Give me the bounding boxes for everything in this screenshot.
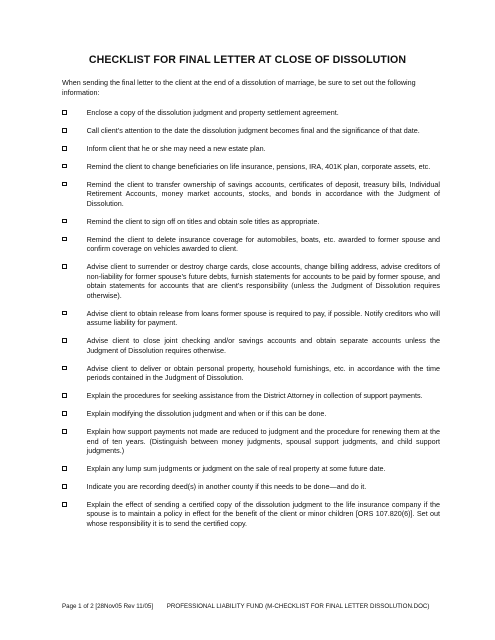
document-title: CHECKLIST FOR FINAL LETTER AT CLOSE OF DISSOLUTION [88,54,407,66]
checklist-item [62,162,440,172]
checklist-item [62,464,440,474]
checklist-item-text: Remind the client to delete insurance coverage for automobiles, boats, etc. awarded to former spouse and confirm coverage on vehicles awarded to client. [86,234,440,254]
checklist-item [62,336,440,355]
checklist-item-text: Advise client to surrender or destroy charge cards, close accounts, change billing address, advise creditors of non-liability for former spouse’s future debts, furnish statements for accounts to be paid by former spouse, and obtain statements for accounts that are client’s responsibility (unless the Judgment of Dissolution requires otherwise). [86,262,440,300]
page-footer [62,603,429,610]
checklist-item [62,108,440,118]
checkbox-icon [62,502,67,507]
checkbox-icon [62,219,67,224]
checklist-item [62,500,440,529]
footer-document-id: PROFESSIONAL LIABILITY FUND (M-CHECKLIST FOR FINAL LETTER DISSOLUTION.DOC) [166,603,430,610]
checkbox-icon [62,484,67,489]
checklist-item-text: Remind the client to sign off on titles and obtain sole titles as appropriate. [86,216,320,226]
checklist-item-text: Indicate you are recording deed(s) in another county if this needs to be done—and do it. [86,481,367,491]
checklist [62,108,440,537]
checkbox-icon [62,429,67,434]
checklist-item [62,180,440,209]
checklist-item [62,427,440,456]
checklist-item-text: Remind the client to change beneficiaries on life insurance, pensions, IRA, 401K plan, corporate assets, etc. [86,161,431,171]
checkbox-icon [62,366,67,371]
checklist-item [62,364,440,383]
footer-page-info: Page 1 of 2 [28Nov05 Rev 11/05] [62,603,154,610]
checklist-item-text: Explain the procedures for seeking assistance from the District Attorney in collection of support payments. [86,391,423,401]
checklist-item [62,235,440,254]
checkbox-icon [62,182,67,187]
checkbox-icon [62,164,67,169]
checklist-item-text: Advise client to deliver or obtain personal property, household furnishings, etc. in accordance with the time periods contained in the Judgment of Dissolution. [86,363,440,383]
checklist-item [62,482,440,492]
checkbox-icon [62,311,67,316]
checklist-item-text: Inform client that he or she may need a new estate plan. [86,143,266,153]
checklist-item-text: Advise client to obtain release from loans former spouse is required to pay, if possible. Notify creditors who will assume liability for payment. [86,308,440,328]
checklist-item [62,309,440,328]
checkbox-icon [62,338,67,343]
checklist-item [62,144,440,154]
checkbox-icon [62,264,67,269]
checklist-item-text: Remind the client to transfer ownership of savings accounts, certificates of deposit, treasury bills, Individual Retirement Accounts, money market accounts, stocks, and bonds in accordance with the Judgment of Dissolution. [86,179,440,208]
checkbox-icon [62,411,67,416]
checklist-item-text: Explain any lump sum judgments or judgment on the sale of real property at some future date. [86,464,386,473]
checklist-item-text: Call client’s attention to the date the dissolution judgment becomes final and the significance of that date. [86,125,420,135]
checklist-item-text: Explain the effect of sending a certified copy of the dissolution judgment to the life insurance company if the spouse is to maintain a policy in effect for the benefit of the client or minor children [ORS 107.820(6)]. Set out whose responsibility it is to send the certified copy. [86,499,440,528]
checklist-item-text: Explain modifying the dissolution judgment and when or if this can be done. [86,409,327,419]
checklist-item [62,409,440,419]
checklist-item [62,217,440,227]
checklist-item-text: Advise client to close joint checking and/or savings accounts and obtain separate accounts unless the Judgment of Dissolution requires otherwise. [86,336,440,355]
checkbox-icon [62,393,67,398]
checkbox-icon [62,128,67,133]
checklist-item [62,391,440,401]
checkbox-icon [62,146,67,151]
checkbox-icon [62,237,67,242]
checkbox-icon [62,466,67,471]
checklist-item [62,262,440,300]
checkbox-icon [62,110,67,115]
checklist-item-text: Enclose a copy of the dissolution judgment and property settlement agreement. [86,108,339,117]
checklist-item-text: Explain how support payments not made are reduced to judgment and the procedure for renewing them at the end of ten years. (Distinguish between money judgments, spousal support judgments, and child support judgments.) [86,426,440,456]
intro-paragraph: When sending the final letter to the client at the end of a dissolution of marriage, be sure to set out the following information: [62,78,416,97]
checklist-item [62,126,440,136]
